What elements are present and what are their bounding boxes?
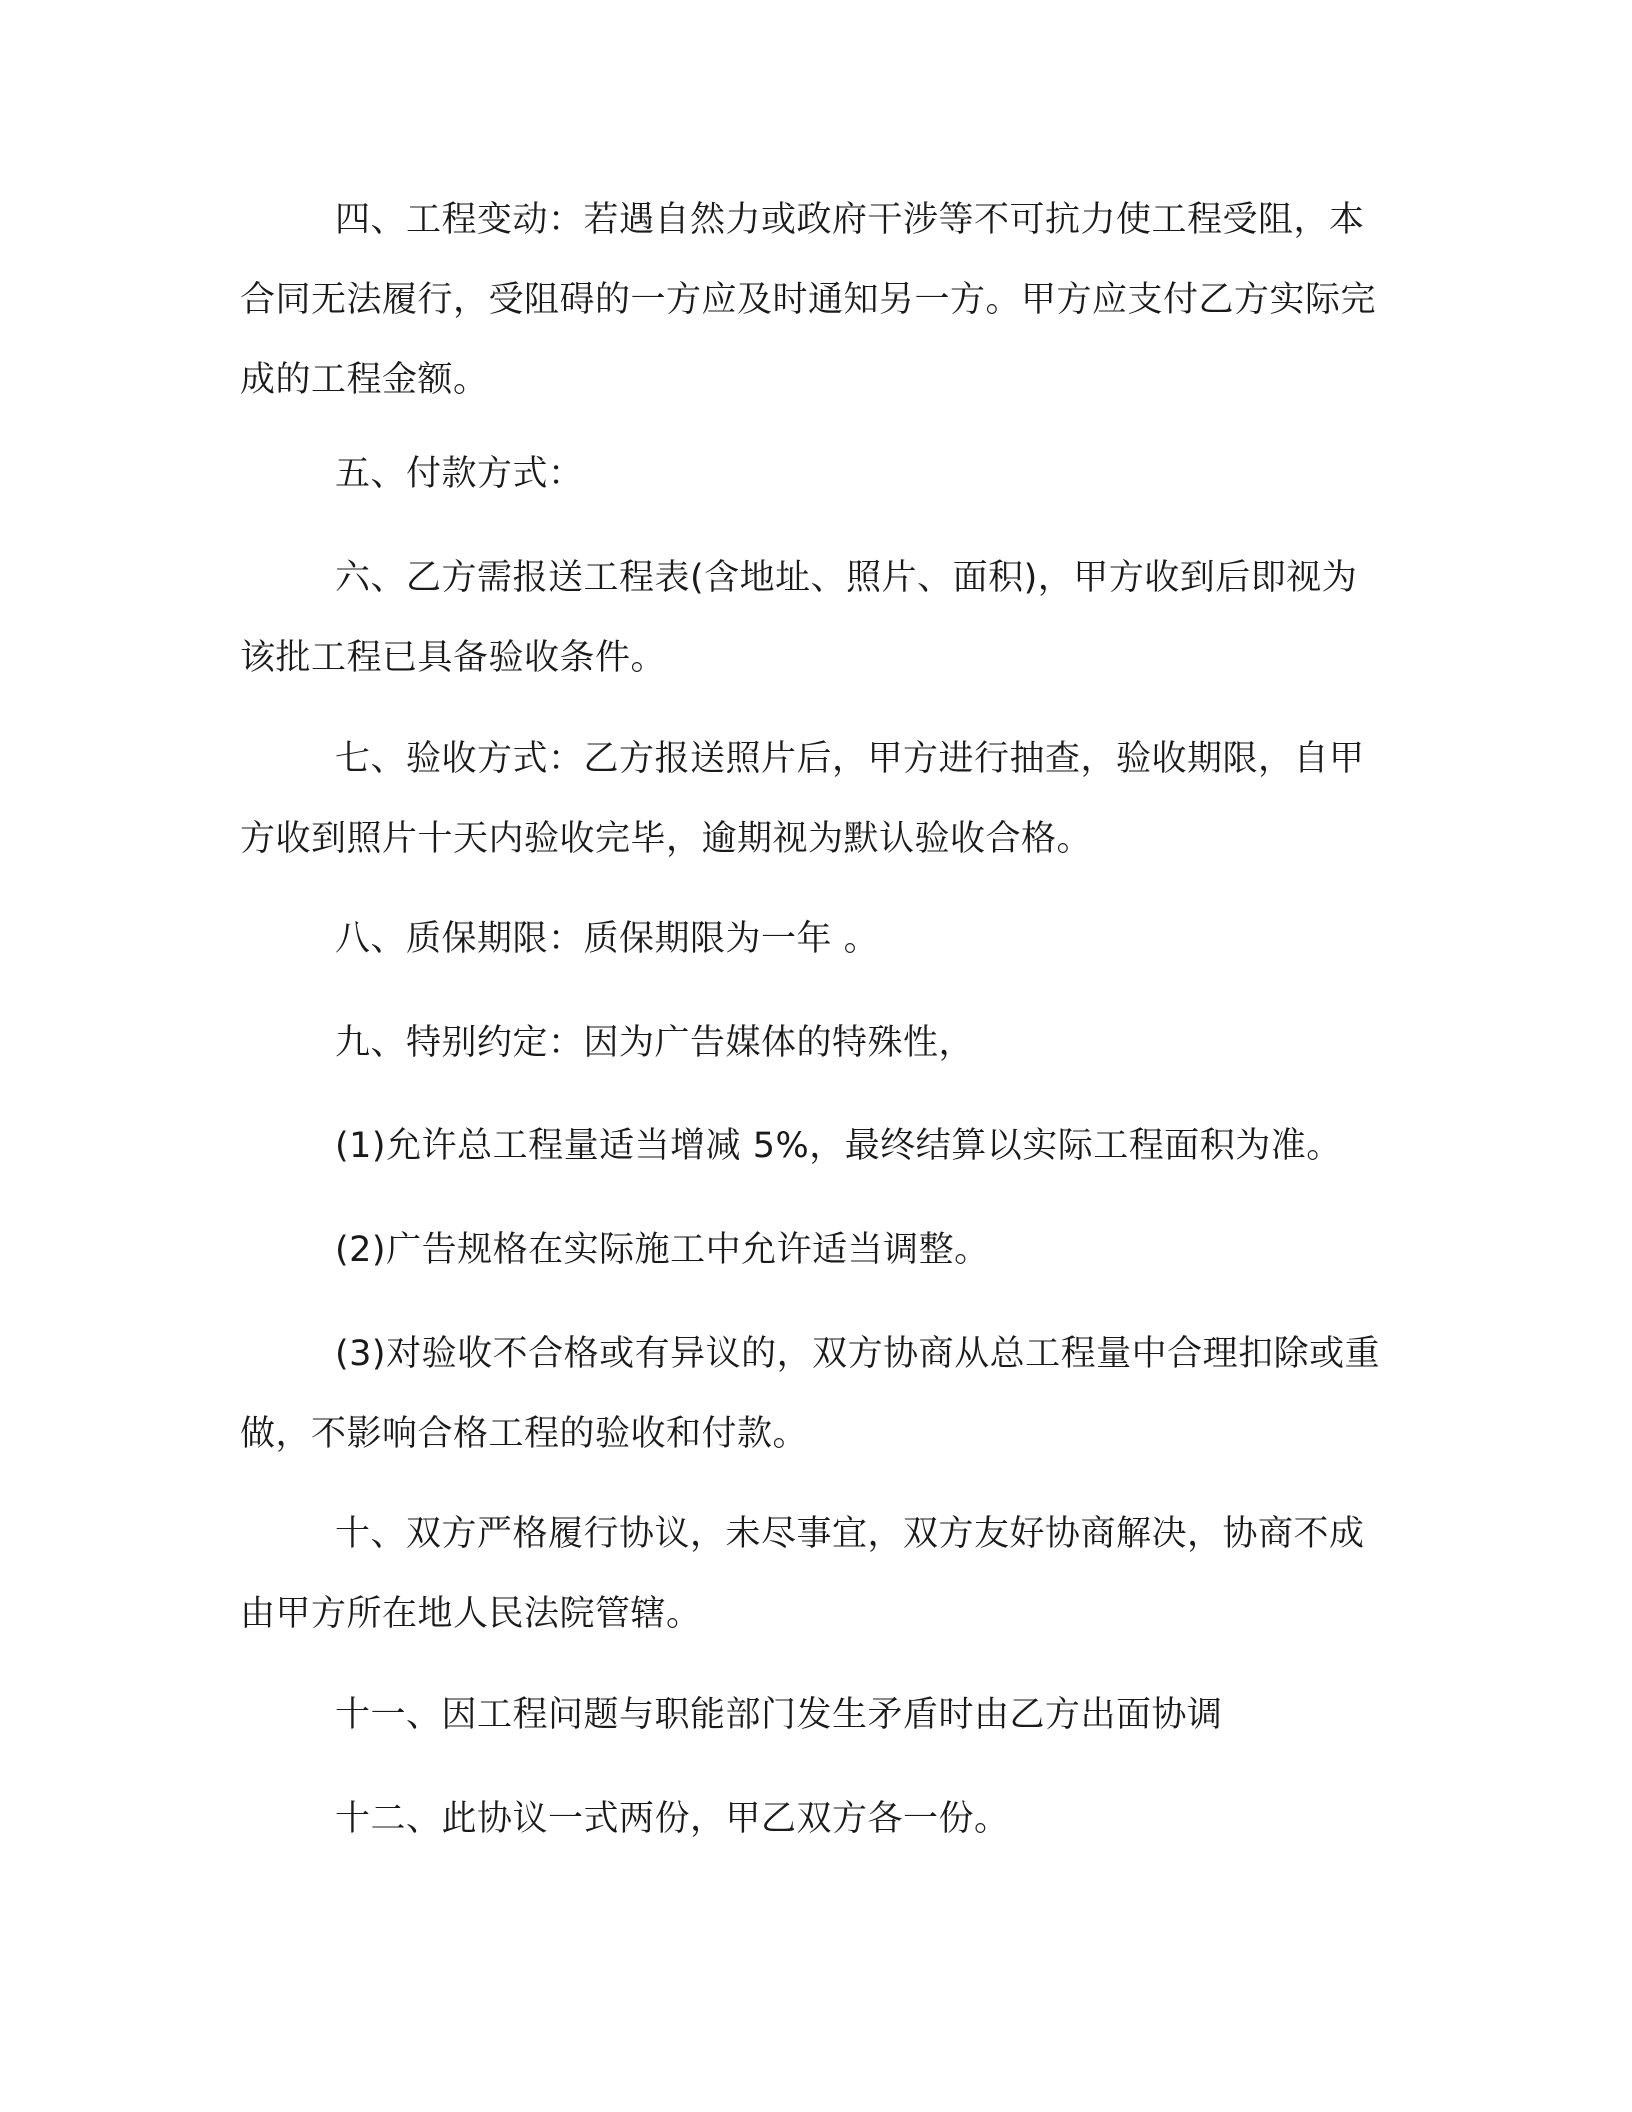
clause-9-item-3: (3)对验收不合格或有异议的，双方协商从总工程量中合理扣除或重做，不影响合格工程的验收和付款。 — [240, 1334, 1381, 1454]
clause-5-paragraph: 五、付款方式： — [335, 454, 584, 494]
clause-6-paragraph: 六、乙方需报送工程表(含地址、照片、面积)，甲方收到后即视为该批工程已具备验收条件。 — [240, 558, 1358, 678]
clause-9-paragraph: 九、特别约定：因为广告媒体的特殊性， — [335, 1023, 975, 1063]
clause-7-paragraph: 七、验收方式：乙方报送照片后，甲方进行抽查，验收期限，自甲方收到照片十天内验收完毕，逾期视为默认验收合格。 — [240, 739, 1365, 859]
clause-8-paragraph: 八、质保期限：质保期限为一年 。 — [335, 919, 880, 959]
clause-11-paragraph: 十一、因工程问题与职能部门发生矛盾时由乙方出面协调 — [335, 1695, 1223, 1735]
clause-10-paragraph: 十、双方严格履行协议，未尽事宜，双方友好协商解决，协商不成由甲方所在地人民法院管辖。 — [240, 1514, 1365, 1634]
clause-9-item-1: (1)允许总工程量适当增减 5%，最终结算以实际工程面积为准。 — [335, 1126, 1342, 1166]
clause-12-paragraph: 十二、此协议一式两份，甲乙双方各一份。 — [335, 1799, 1010, 1839]
clause-4-paragraph: 四、工程变动：若遇自然力或政府干涉等不可抗力使工程受阻，本合同无法履行，受阻碍的一方应及时通知另一方。甲方应支付乙方实际完成的工程金额。 — [240, 200, 1377, 400]
clause-9-item-2: (2)广告规格在实际施工中允许适当调整。 — [335, 1230, 990, 1270]
